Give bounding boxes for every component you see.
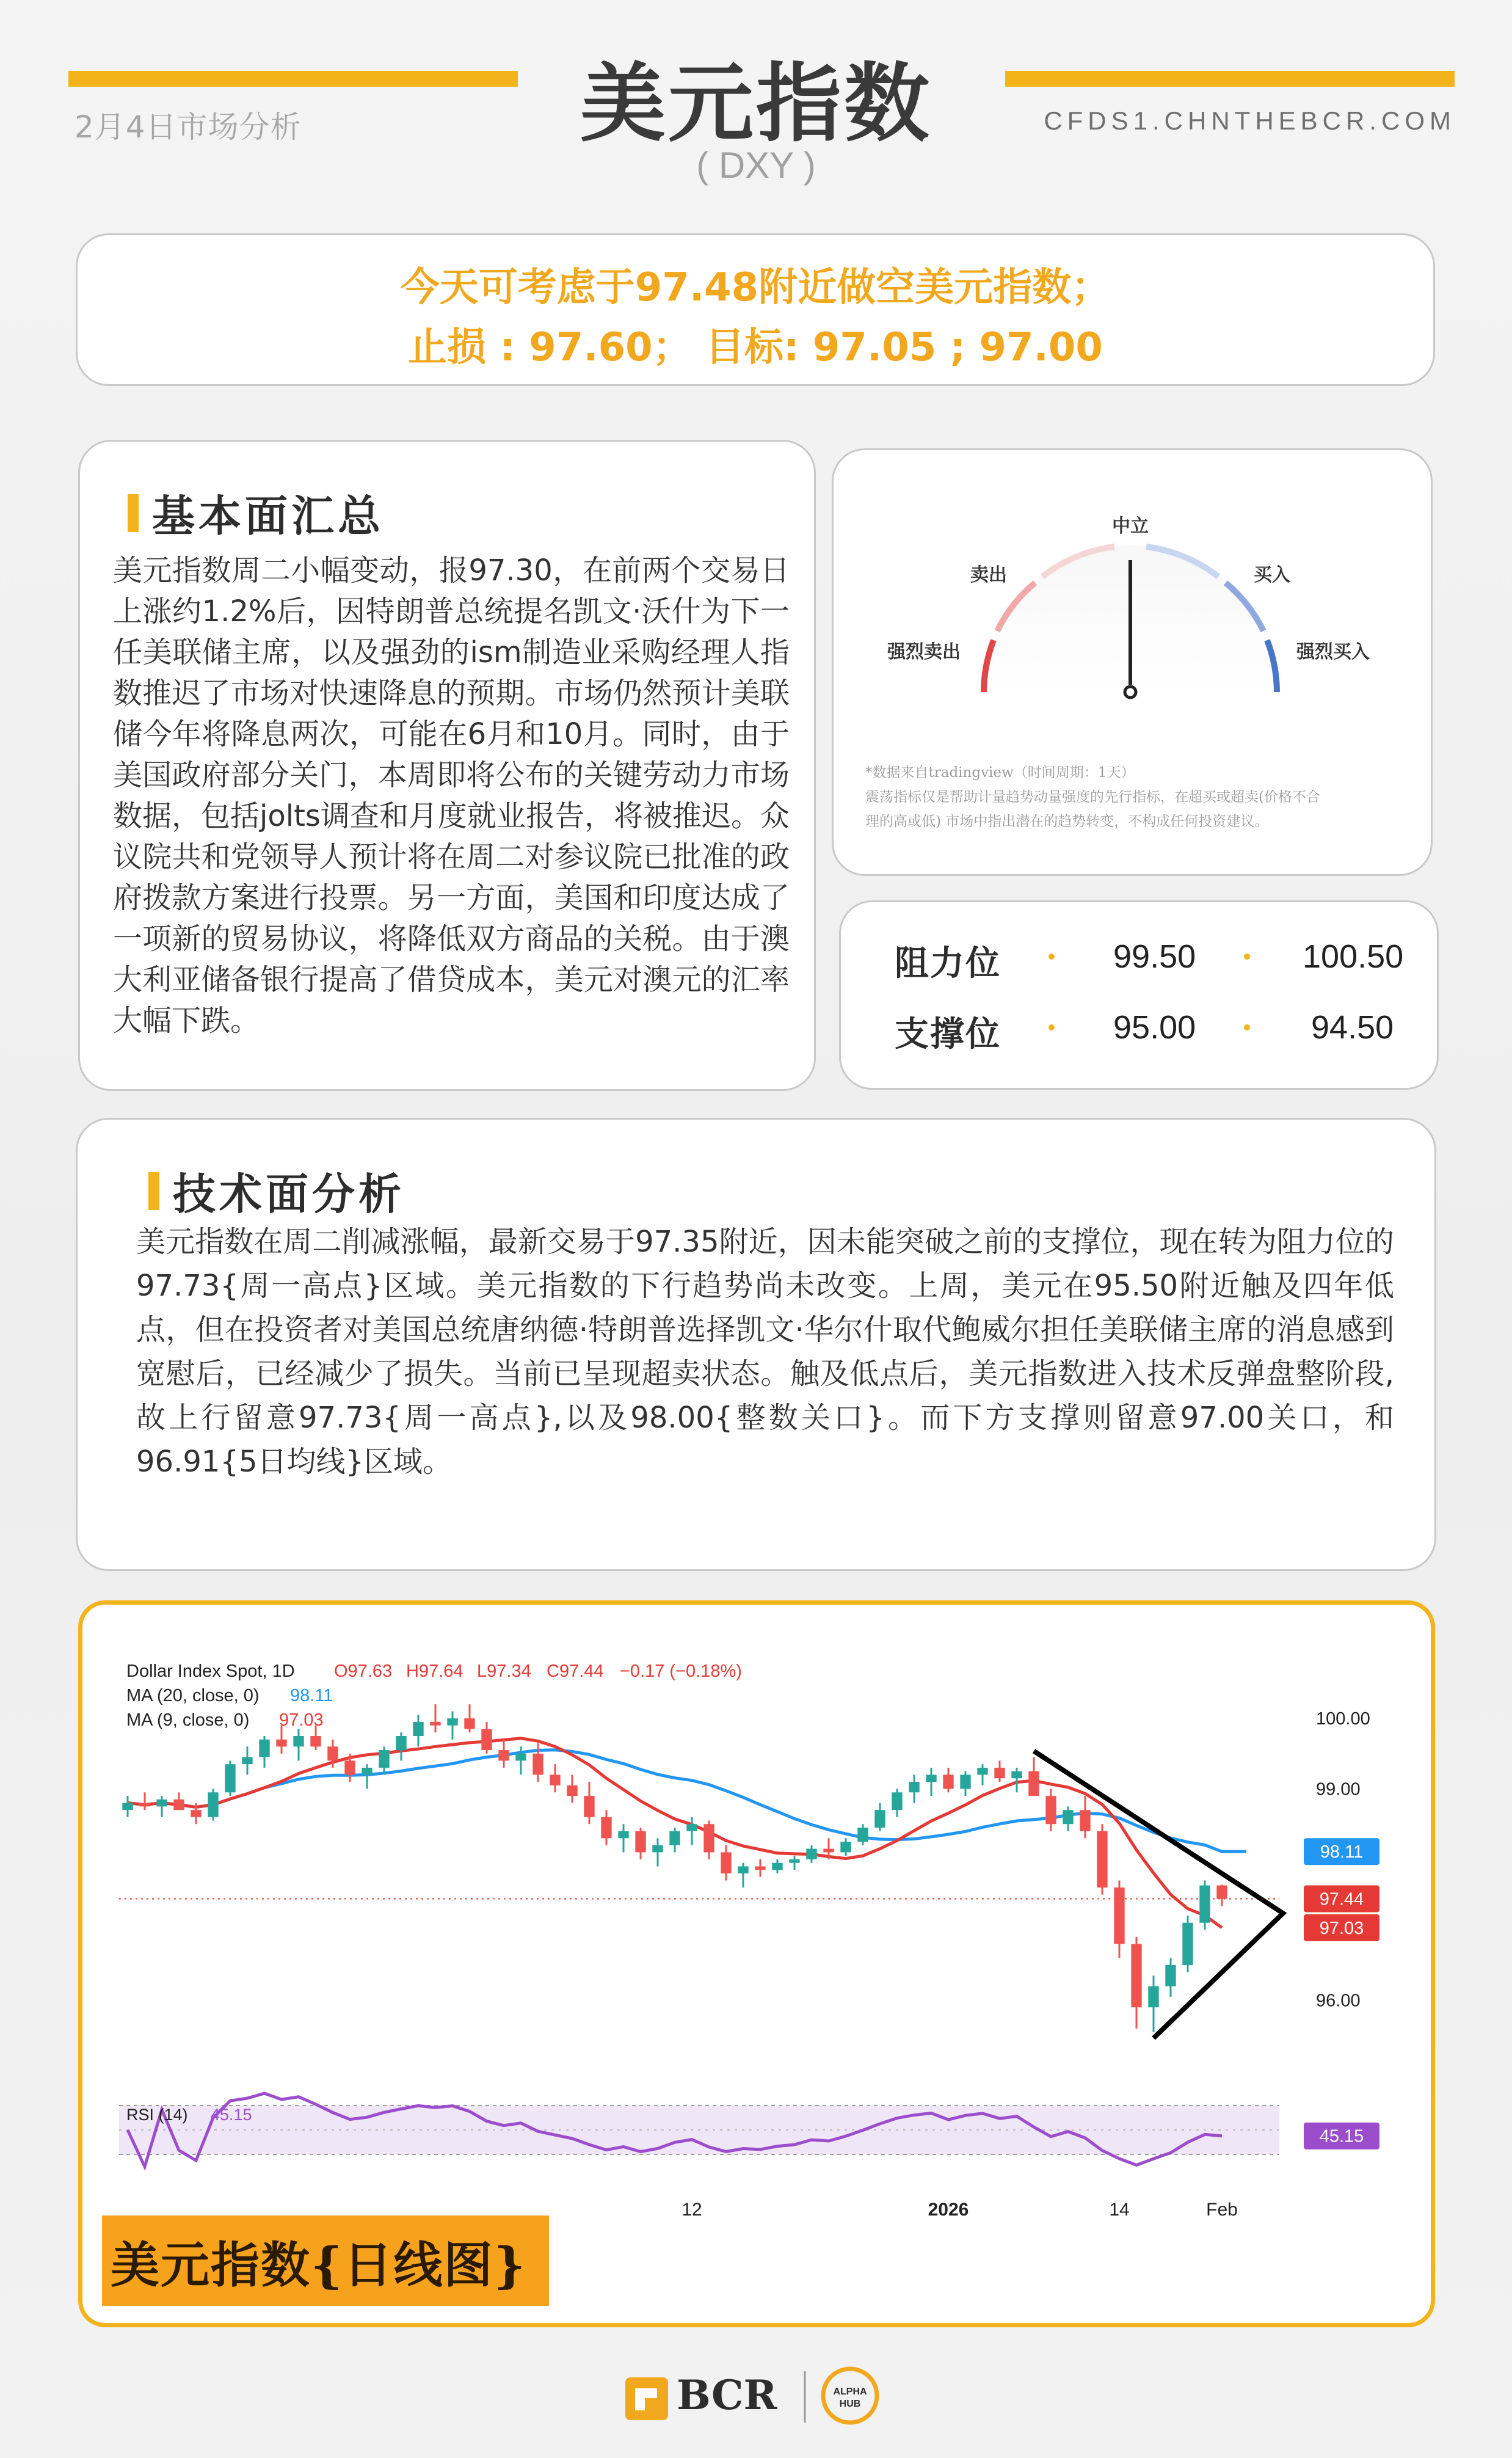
candle-body: [721, 1852, 731, 1873]
technical-title: 技术面分析: [173, 1169, 405, 1219]
chart-ohlc-open: O97.63: [334, 1661, 393, 1681]
candle-body: [892, 1792, 902, 1810]
bullet-dot: [1244, 954, 1250, 960]
gauge-pivot: [1125, 687, 1136, 698]
gauge-note-line-1: *数据来自tradingview（时间周期：1天）: [865, 765, 1135, 781]
candle-body: [464, 1718, 474, 1729]
site-url[interactable]: CFDS1.CHNTHEBCR.COM: [1044, 106, 1456, 135]
candle-body: [1011, 1771, 1022, 1779]
candle-body: [1199, 1886, 1210, 1923]
x-tick-label: 2026: [928, 2200, 969, 2220]
candle-body: [1216, 1886, 1227, 1899]
candle-body: [772, 1863, 782, 1870]
candle-body: [550, 1774, 560, 1785]
technical-text: 美元指数在周二削减涨幅，最新交易于97.35附近，因未能突破之前的支撑位，现在转为阻力位的97.73{周一高点}区域。美元指数的下行趋势尚未改变。上周，美元在95.50附近触及四年低点，但在投资者对美国总统唐纳德·特朗普选择凯文·华尔什取代鲍威尔担任美联储主席的消息感到宽慰后，已经减少了损失。当前已呈现超卖状态。触及低点后，美元指数进入技术反弹盘整阶段,故上行留意97.73{周一高点},以及98.00{整数关口}。而下方支撑则留意97.00关口，和96.91{5日均线}区域。: [136, 1225, 1394, 1479]
technical-header: [148, 1160, 405, 1222]
candle-body: [430, 1722, 440, 1726]
svg-text:HUB: HUB: [839, 2399, 861, 2409]
candle-body: [481, 1729, 492, 1750]
candle-body: [738, 1866, 748, 1873]
fundamentals-title: 基本面汇总: [152, 491, 384, 541]
ma20-label: MA (20, close, 0): [126, 1686, 260, 1705]
candle-body: [413, 1722, 423, 1736]
bullet-dot: [1049, 1024, 1055, 1030]
ma9-label: MA (9, close, 0): [126, 1710, 250, 1730]
candle-body: [857, 1828, 868, 1842]
candle-body: [173, 1800, 184, 1810]
candle-body: [379, 1750, 389, 1768]
support-1: 95.00: [1113, 1009, 1196, 1046]
candle-body: [840, 1842, 851, 1852]
levels-card: [839, 900, 1439, 1090]
candle-body: [1148, 1986, 1158, 2008]
bcr-logo-mark: [625, 2377, 668, 2420]
support-2: 94.50: [1311, 1009, 1394, 1046]
candle-body: [755, 1866, 765, 1870]
chart-ohlc-high: H97.64: [406, 1661, 463, 1681]
candle-body: [225, 1764, 235, 1792]
candle-body: [1114, 1887, 1124, 1944]
candle-body: [669, 1831, 680, 1845]
page-subtitle: ( DXY ): [696, 145, 816, 186]
candle-body: [584, 1796, 594, 1817]
candle-body: [1165, 1965, 1176, 1986]
candle-body: [396, 1736, 406, 1750]
price-tick-label: 96.00: [1316, 1991, 1361, 2011]
candle-body: [686, 1824, 697, 1831]
gauge-label-buy: 买入: [1254, 564, 1290, 586]
candle-body: [601, 1817, 611, 1839]
candle-body: [567, 1785, 577, 1796]
support-row: [841, 1007, 1437, 1068]
candle-body: [532, 1754, 543, 1775]
fundamentals-header: [128, 482, 384, 544]
bcr-logo-text: BCR: [677, 2371, 777, 2419]
report-date: 2月4日市场分析: [75, 109, 302, 145]
candle-body: [806, 1849, 816, 1859]
candle-body: [447, 1718, 457, 1726]
rsi-label: RSI (14): [126, 2106, 188, 2124]
candle-body: [703, 1824, 714, 1852]
ma20-value: 98.11: [290, 1686, 333, 1705]
technical-card: [76, 1118, 1436, 1571]
rsi-value-tag-text: 45.15: [1319, 2126, 1364, 2146]
candle-body: [139, 1803, 150, 1807]
candle-body: [1080, 1810, 1090, 1831]
candle-body: [276, 1740, 286, 1747]
x-tick-label: 14: [1109, 2200, 1130, 2220]
gauge-label-neutral: 中立: [1112, 516, 1149, 537]
x-tick-label: Feb: [1206, 2200, 1238, 2220]
fundamentals-text: 美元指数周二小幅变动，报97.30，在前两个交易日上涨约1.2%后，因特朗普总统提名凯文·沃什为下一任美联储主席，以及强劲的ism制造业采购经理人指数推迟了市场对快速降息的预期。市场仍然预计美联储今年将降息两次，可能在6月和10月。同时，由于美国政府部分关门，本周即将公布的关键劳动力市场数据，包括jolts调查和月度就业报告，将被推迟。众议院共和党领导人预计将在周二对参议院已批准的政府拨款方案进行投票。另一方面，美国和印度达成了一项新的贸易协议，将降低双方商品的关税。由于澳大利亚储备银行提高了借贷成本，美元对澳元的汇率大幅下跌。: [113, 553, 790, 1038]
resistance-1: 99.50: [1113, 938, 1196, 975]
candle-body: [1063, 1810, 1073, 1824]
price-tick-label: 100.00: [1316, 1709, 1370, 1729]
chart-ohlc-close: C97.44: [547, 1661, 604, 1681]
candle-body: [122, 1803, 133, 1811]
section-accent-bar: [128, 494, 139, 532]
gauge-label-strong-sell: 强烈卖出: [887, 641, 961, 663]
chart-card: [78, 1600, 1435, 2327]
candle-body: [635, 1831, 645, 1853]
gauge-note-line-3: 理的高或低) 市场中指出潜在的趋势转变，不构成任何投资建议。: [865, 814, 1269, 830]
candle-body: [618, 1831, 628, 1839]
ma9-value: 97.03: [279, 1710, 324, 1730]
candle-body: [310, 1736, 321, 1746]
x-tick-label: 12: [681, 2200, 702, 2220]
svg-text:ALPHA: ALPHA: [833, 2387, 867, 2397]
price-tick-label: 99.00: [1316, 1779, 1361, 1800]
candle-body: [515, 1754, 526, 1761]
candle-body: [1028, 1771, 1039, 1796]
gauge-note-line-2: 震荡指标仅是帮助计量趋势动量强度的先行指标，在超买或超卖(价格不合: [865, 789, 1320, 805]
candle-body: [208, 1792, 218, 1817]
bullet-dot: [1244, 1024, 1250, 1030]
candle-body: [823, 1849, 834, 1853]
chart-ohlc-change: −0.17 (−0.18%): [620, 1661, 742, 1681]
ma20-price-tag-text: 98.11: [1320, 1842, 1364, 1862]
page-title: 美元指数: [580, 54, 932, 154]
candle-body: [789, 1859, 799, 1863]
candle-body: [943, 1774, 953, 1789]
candle-body: [909, 1782, 919, 1792]
candle-body: [191, 1810, 201, 1817]
candle-body: [156, 1800, 167, 1807]
candle-body: [874, 1810, 885, 1828]
candle-body: [977, 1768, 987, 1775]
recommendation-card: [76, 233, 1435, 386]
rsi-value-legend: 45.15: [211, 2106, 252, 2124]
gauge-label-sell: 卖出: [970, 564, 1007, 586]
candle-body: [1131, 1944, 1141, 2007]
candle-body: [1097, 1831, 1107, 1887]
bcr-logo: [620, 2359, 892, 2426]
recommendation-line-1: 今天可考虑于97.48附近做空美元指数；: [400, 265, 1111, 310]
bullet-dot: [1049, 954, 1055, 960]
last-price-tag-text: 97.44: [1319, 1889, 1364, 1909]
candle-body: [994, 1768, 1005, 1778]
chart-caption: 美元指数{日线图}: [102, 2215, 549, 2306]
candle-body: [242, 1757, 252, 1765]
resistance-label: 阻力位: [895, 944, 1001, 983]
support-label: 支撑位: [895, 1015, 1001, 1054]
section-accent-bar: [148, 1172, 159, 1210]
recommendation-line-2: 止损 : 97.60； 目标: 97.05 ; 97.00: [408, 325, 1103, 370]
gauge-note: [865, 760, 1415, 834]
candle-body: [293, 1736, 303, 1746]
ma20-line: [128, 1750, 1246, 1851]
chart-symbol: Dollar Index Spot, 1D: [126, 1661, 295, 1681]
candle-body: [327, 1746, 338, 1760]
candle-body: [926, 1774, 936, 1782]
resistance-2: 100.50: [1303, 938, 1404, 975]
fundamentals-card: [78, 440, 816, 1091]
candle-body: [652, 1845, 663, 1853]
chart-ohlc-low: L97.34: [477, 1661, 531, 1681]
candle-body: [1182, 1923, 1193, 1965]
candle-body: [498, 1750, 509, 1760]
resistance-row: [841, 936, 1437, 997]
gauge-label-strong-buy: 强烈买入: [1296, 641, 1370, 663]
candle-body: [344, 1760, 355, 1774]
candle-body: [362, 1768, 372, 1775]
candle-body: [1045, 1796, 1056, 1824]
candle-body: [259, 1740, 269, 1757]
ma9-price-tag-text: 97.03: [1319, 1918, 1364, 1938]
sentiment-gauge-card: [832, 448, 1433, 876]
candle-body: [960, 1774, 970, 1789]
